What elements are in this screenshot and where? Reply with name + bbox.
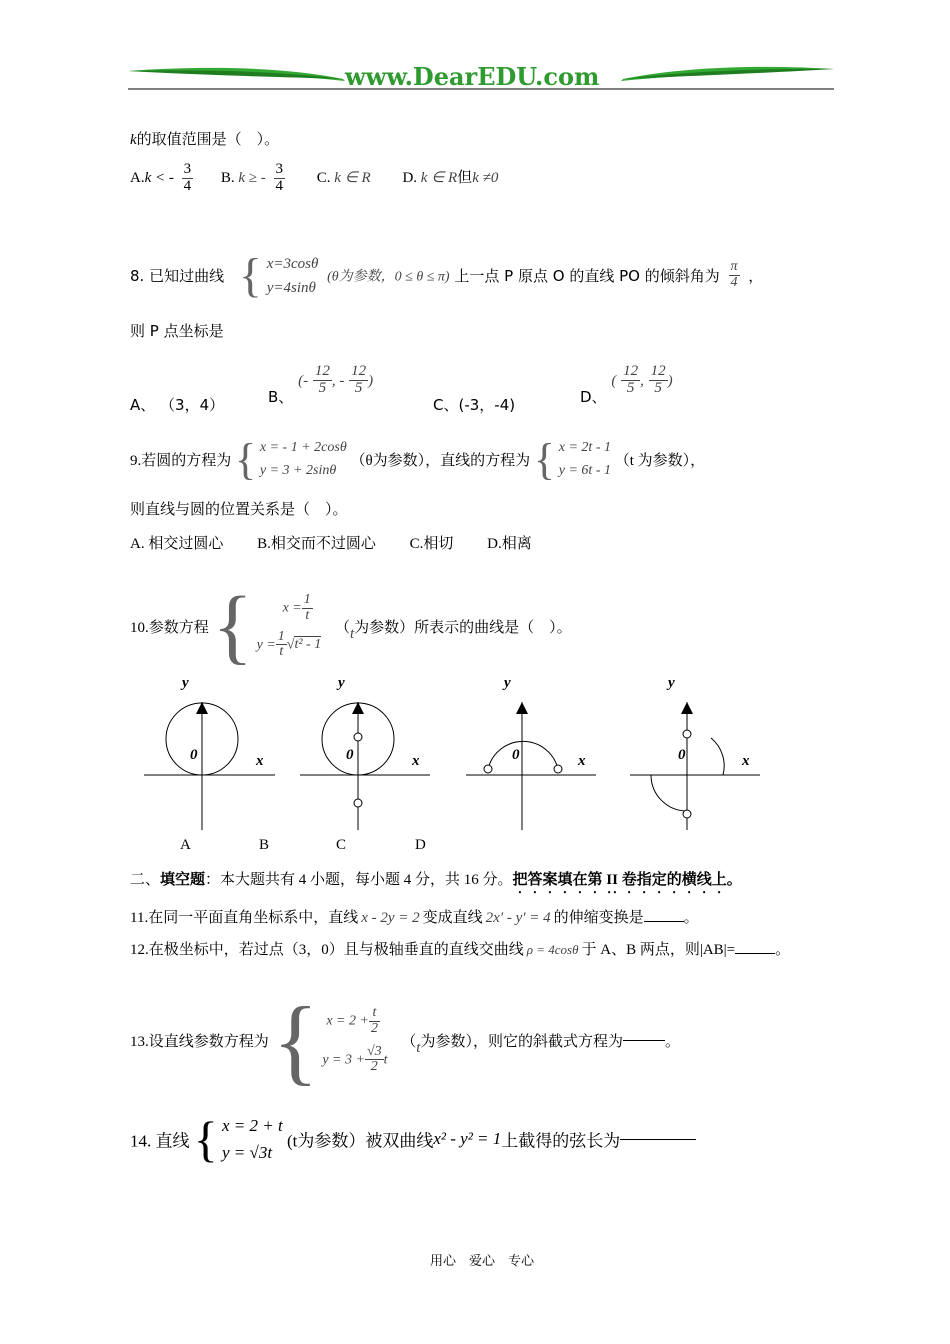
section-2-emphasis: 把答案填在第 II 卷指定的横线上。 — [512, 872, 742, 888]
site-logo-text: www.DearEDU.com — [345, 62, 600, 91]
graph-d-origin-label: 0 — [678, 747, 686, 763]
q10-stem: 10.参数方程 { x = $\frac{1}{t}$ y = $\frac{1}{t}$ √t² - 1 （t为参数）所表示的曲线是（ ）。 — [130, 580, 572, 673]
graph-label-a: A — [180, 837, 191, 853]
graph-label-c: C — [336, 837, 347, 853]
q10-option-graphs — [130, 670, 770, 835]
graph-c-y-label: y — [504, 675, 511, 691]
q9-option-d: D.相离 — [487, 536, 532, 552]
graph-a — [144, 675, 275, 830]
graph-a-y-label: y — [182, 675, 189, 691]
q9-stem: 9.若圆的方程为 { x = - 1 + 2cosθ y = 3 + 2sinθ （θ为参数），直线的方程为 { x = 2t - 1 y = 6t - 1 （t 为参数）， — [130, 435, 706, 484]
page-footer: 用心 爱心 专心 — [430, 1254, 535, 1269]
q13: 13.设直线参数方程为 { x = 2 + $\frac{t}{2}$ y = 3 + $\frac{√3}{2}$ t （t为参数），则它的斜截式方程为 。 — [130, 987, 680, 1094]
q7-option-d: D. k ∈ R但k ≠0 — [402, 169, 499, 186]
q7-option-a: A.k < - $\frac{3}{4}$ — [130, 161, 192, 194]
q7-options — [130, 162, 498, 195]
graph-d-y-label: y — [668, 675, 675, 691]
graph-c-origin-label: 0 — [512, 747, 520, 763]
q9-option-c: C.相切 — [409, 536, 454, 552]
section-2-heading: 二、填空题：本大题共有 4 小题，每小题 4 分，共 16 分。把答案填在第 II 卷指定的横线上。 — [130, 872, 742, 888]
q8-option-a: A、 （3，4） — [130, 396, 225, 414]
graph-label-b: B — [259, 837, 270, 853]
graph-b-x-label: x — [412, 753, 420, 769]
graph-c — [466, 675, 596, 830]
graph-d — [630, 675, 760, 830]
q8-stem: 8. 已知过曲线 { x=3cosθ y=4sinθ (θ为参数，0 ≤ θ ≤ π) 上一点 P 原点 O 的直线 PO 的倾斜角为 $\frac{\pi}{4}$ ， — [130, 249, 764, 302]
q14: 14. 直线 { x = 2 + t y = √3t (t为参数）被双曲线x² - y² = 1上截得的弦长为 — [130, 1110, 696, 1168]
graph-d-x-label: x — [742, 753, 750, 769]
q7-option-c: C. k ∈ R — [316, 169, 371, 186]
q9-option-a: A. 相交过圆心 — [130, 536, 224, 552]
q9-option-b: B.相交而不过圆心 — [257, 536, 376, 552]
q8-option-b: B、 (- $\frac{12}{5}$ , - $\frac{12}{5}$ ) — [268, 363, 374, 406]
graph-b-y-label: y — [338, 675, 345, 691]
q11: 11.在同一平面直角坐标系中，直线 x - 2y = 2 变成直线 2x′ - y′ = 4 的伸缩变换是 。 — [130, 910, 699, 926]
q8-option-d: D、 ( $\frac{12}{5}$ , $\frac{12}{5}$ ) — [580, 363, 673, 406]
graph-a-origin-label: 0 — [190, 747, 198, 763]
q9-line2: 则直线与圆的位置关系是（ ）。 — [130, 502, 348, 518]
q8-line2: 则 P 点坐标是 — [130, 322, 224, 340]
graph-c-x-label: x — [578, 753, 586, 769]
q12: 12.在极坐标中，若过点（3，0）且与极轴垂直的直线交曲线 ρ = 4cosθ 于 A、B 两点，则|AB|= 。 — [130, 942, 791, 958]
graph-b — [300, 675, 430, 830]
graph-a-x-label: x — [256, 753, 264, 769]
q7-option-b: B. k ≥ - $\frac{3}{4}$ — [220, 161, 284, 194]
graph-b-origin-label: 0 — [346, 747, 354, 763]
q8-option-c: C、(-3，-4) — [433, 396, 516, 414]
q7-stem: k的取值范围是（ ）。 — [130, 132, 280, 148]
q9-options — [130, 532, 532, 553]
graph-label-d: D — [415, 837, 426, 853]
